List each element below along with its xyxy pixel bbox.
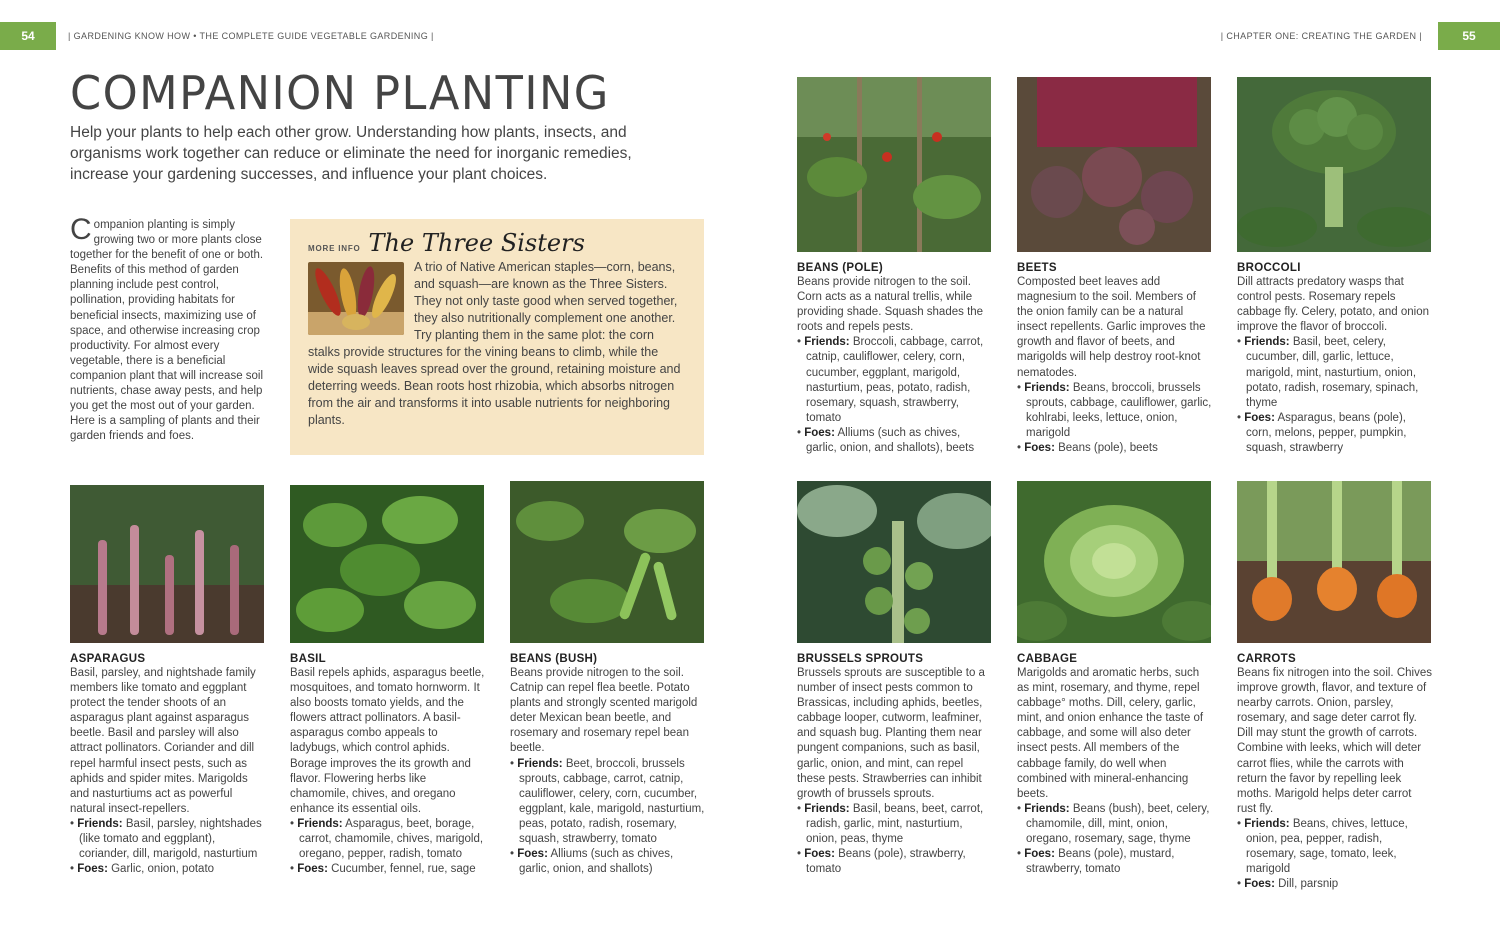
carrots-photo: [1237, 481, 1431, 643]
companion-list: [1237, 335, 1433, 456]
companion-list: [70, 817, 266, 877]
foes-item: • Foes: Beans (pole), mustard, strawberry, tomato: [1017, 848, 1175, 876]
companion-list: [797, 335, 993, 456]
foes-item: • Foes: Alliums (such as chives, garlic, onion, and shallots): [510, 848, 674, 876]
friends-label: Friends:: [804, 336, 850, 349]
friends-item: • Friends: Beans, broccoli, brussels sprouts, cabbage, cauliflower, garlic, kohlrabi, leeks, lettuce, onion, marigold: [1017, 381, 1212, 439]
foes-text: Dill, parsnip: [1278, 878, 1339, 891]
friends-item: • Friends: Broccoli, cabbage, carrot, catnip, cauliflower, celery, corn, cucumber, eggplant, marigold, nasturtium, peas, potato, radish, rosemary, squash, strawberry, tomato: [797, 336, 984, 424]
plant-card-cabbage: [1017, 481, 1213, 877]
foes-label: Foes:: [297, 863, 328, 876]
friends-text: Broccoli, cabbage, carrot, catnip, cauliflower, celery, corn, cucumber, eggplant, marigold, nasturtium, peas, potato, radish, rosemary, squash, strawberry, tomato: [806, 336, 984, 424]
page-title: COMPANION PLANTING: [70, 66, 610, 120]
friends-label: Friends:: [1244, 336, 1290, 349]
friends-text: Beans, broccoli, brussels sprouts, cabbage, cauliflower, garlic, kohlrabi, leeks, lettuce, onion, marigold: [1026, 381, 1212, 439]
sidebar-label: MORE INFO: [308, 244, 361, 253]
beets-photo: [1017, 77, 1211, 252]
foes-label: Foes:: [1244, 411, 1275, 424]
plant-name: BEANS (POLE): [797, 262, 884, 274]
plant-description: Beans fix nitrogen into the soil. Chives improve growth, flavor, and texture of nearby carrots. Onion, parsley, rosemary, and sage deter carrot fly. Dill may stunt the growth of carrots. Combine with leeks, which will deter carrot flies, while the carrots with return the favor by repelling leek moths. Marigold helps deter carrot rust fly.: [1237, 667, 1432, 815]
three-sisters-sidebar: [290, 219, 704, 455]
friends-item: • Friends: Asparagus, beet, borage, carrot, chamomile, chives, marigold, oregano, pepper, radish, tomato: [290, 817, 484, 861]
foes-text: Asparagus, beans (pole), corn, melons, pepper, pumpkin, squash, strawberry: [1246, 411, 1407, 455]
foes-text: Garlic, onion, potato: [111, 863, 215, 876]
plant-card-basil: [290, 485, 486, 877]
friends-item: • Friends: Basil, beet, celery, cucumber, dill, garlic, lettuce, marigold, mint, nasturtium, onion, potato, radish, rosemary, spinach, thyme: [1237, 336, 1419, 409]
foes-item: • Foes: Garlic, onion, potato: [70, 863, 215, 876]
foes-item: • Foes: Dill, parsnip: [1237, 878, 1339, 891]
companion-list: [797, 802, 993, 877]
friends-item: • Friends: Beet, broccoli, brussels sprouts, cabbage, carrot, catnip, cauliflower, celery, corn, cucumber, eggplant, kale, marigold, nasturtium, peas, potato, radish, rosemary, squash, strawberry, tomato: [510, 757, 705, 846]
friends-item: • Friends: Beans, chives, lettuce, onion, pea, pepper, radish, rosemary, sage, tomato, leek, marigold: [1237, 817, 1408, 876]
plant-description: Marigolds and aromatic herbs, such as mint, rosemary, and thyme, repel cabbage° moths. Dill, celery, garlic, mint, and onion enhance the taste of cabbage, and some will also deter insect pests. All members of the cabbage family, do well when combined with mineral-enhancing beets.: [1017, 667, 1204, 800]
running-header: | CHAPTER ONE: CREATING THE GARDEN |: [1220, 31, 1422, 41]
plant-description: Dill attracts predatory wasps that control pests. Rosemary repels cabbage fly. Celery, potato, and onion improve the flavor of broccoli.: [1237, 276, 1430, 334]
intro-paragraph: Help your plants to help each other grow. Understanding how plants, insects, and organisms work together can reduce or eliminate the need for inorganic remedies, increase your gardening successes, and influence your plant choices.: [70, 124, 632, 183]
friends-label: Friends:: [804, 802, 850, 815]
foes-item: • Foes: Beans (pole), strawberry, tomato: [797, 848, 966, 876]
broccoli-photo: [1237, 77, 1431, 252]
friends-label: Friends:: [297, 817, 343, 830]
plant-name: BASIL: [290, 653, 326, 665]
running-header: | GARDENING KNOW HOW • THE COMPLETE GUIDE VEGETABLE GARDENING |: [68, 31, 434, 41]
plant-name: BRUSSELS SPROUTS: [797, 653, 924, 665]
right-page: [750, 0, 1500, 938]
foes-item: • Foes: Alliums (such as chives, garlic, onion, and shallots), beets: [797, 426, 975, 455]
friends-text: Asparagus, beet, borage, carrot, chamomile, chives, marigold, oregano, pepper, radish, tomato: [299, 817, 484, 861]
companion-list: [1237, 817, 1433, 892]
plant-card-asparagus: [70, 485, 266, 877]
plant-card-carrots: [1237, 481, 1433, 892]
plant-name: BROCCOLI: [1237, 262, 1301, 274]
foes-label: Foes:: [1244, 878, 1275, 891]
corn-photo: [308, 262, 404, 335]
companion-list: [290, 817, 486, 877]
foes-label: Foes:: [804, 848, 835, 861]
beans-pole-photo: [797, 77, 991, 252]
plant-card-beets: [1017, 77, 1213, 456]
plant-card-broccoli: [1237, 77, 1433, 456]
foes-item: • Foes: Cucumber, fennel, rue, sage: [290, 863, 476, 876]
plant-name: BEANS (BUSH): [510, 653, 598, 665]
friends-item: • Friends: Basil, beans, beet, carrot, radish, garlic, mint, nasturtium, onion, peas, thyme: [797, 802, 984, 846]
beans-bush-photo: [510, 481, 704, 643]
friends-text: Basil, parsley, nightshades (like tomato and eggplant), coriander, dill, marigold, nasturtium: [79, 817, 262, 861]
foes-text: Beans (pole), beets: [1058, 442, 1158, 455]
companion-list: [510, 757, 706, 878]
plant-name: BEETS: [1017, 262, 1057, 274]
friends-item: • Friends: Basil, parsley, nightshades (like tomato and eggplant), coriander, dill, marigold, nasturtium: [70, 817, 262, 861]
friends-text: Beans, chives, lettuce, onion, pea, pepper, radish, rosemary, sage, tomato, leek, marigold: [1246, 817, 1408, 876]
plant-description: Beans provide nitrogen to the soil. Corn acts as a natural trellis, while providing shade. Squash shades the roots and repels pests.: [797, 276, 984, 334]
brussels-sprouts-photo: [797, 481, 991, 643]
companion-list: [1017, 802, 1213, 877]
friends-item: • Friends: Beans (bush), beet, celery, chamomile, dill, mint, onion, oregano, rosemary, sage, thyme: [1017, 802, 1210, 846]
basil-photo: [290, 485, 484, 643]
plant-card-beans-bush: [510, 481, 706, 877]
body-paragraph: ompanion planting is simply growing two or more plants close together for the benefit of one or both. Benefits of this method of garden planning include pest control, pollination, providing habitats for beneficial insects, maximizing use of space, and otherwise increasing crop productivity. For almost every vegetable, there is a beneficial companion plant that will increase soil nutrients, chase away pests, and help you get the most out of your garden. Here is a sampling of plants and their garden friends and foes.: [70, 219, 264, 443]
friends-text: Beans (bush), beet, celery, chamomile, dill, mint, onion, oregano, rosemary, sage, thyme: [1026, 802, 1210, 846]
plant-description: Basil repels aphids, asparagus beetle, mosquitoes, and tomato hornworm. It also boosts tomato yields, and the flowers attract pollinators. A basil-asparagus combo appeals to ladybugs, which control aphids. Borage improves the its growth and flavor. Flowering herbs like chamomile, chives, and oregano enhance its essential oils.: [290, 667, 485, 815]
plant-name: CARROTS: [1237, 653, 1296, 665]
asparagus-photo: [70, 485, 264, 643]
foes-label: Foes:: [804, 426, 835, 439]
plant-name: CABBAGE: [1017, 653, 1078, 665]
plant-card-beans-pole: [797, 77, 993, 456]
foes-label: Foes:: [1024, 442, 1055, 455]
plant-name: ASPARAGUS: [70, 653, 146, 665]
foes-text: Beans (pole), strawberry, tomato: [806, 848, 966, 876]
drop-cap: C: [70, 213, 92, 246]
companion-list: [1017, 381, 1213, 456]
body-text: [70, 213, 270, 444]
friends-label: Friends:: [1024, 802, 1070, 815]
foes-label: Foes:: [517, 848, 548, 861]
sidebar-title: The Three Sisters: [368, 229, 585, 257]
friends-label: Friends:: [517, 757, 563, 770]
page-number: 55: [1438, 22, 1500, 50]
foes-text: Cucumber, fennel, rue, sage: [331, 863, 476, 876]
plant-description: Beans provide nitrogen to the soil. Catnip can repel flea beetle. Potato plants and strongly scented marigold deter Mexican bean beetle, and rosemary and rosemary repel bean beetle.: [510, 667, 698, 755]
friends-label: Friends:: [77, 817, 123, 830]
page-number: 54: [0, 22, 56, 50]
friends-text: Basil, beet, celery, cucumber, dill, garlic, lettuce, marigold, mint, nasturtium, onion, potato, radish, rosemary, spinach, thyme: [1246, 336, 1419, 409]
foes-item: • Foes: Asparagus, beans (pole), corn, melons, pepper, pumpkin, squash, strawberry: [1237, 411, 1407, 455]
plant-description: Brussels sprouts are susceptible to a number of insect pests common to Brassicas, including aphids, beetles, cabbage looper, cutworm, leafminer, and squash bug. Planting them near pungent companions, such as basil, garlic, onion, and mint, can repel these pests. Strawberries can inhibit growth of brussels sprouts.: [797, 667, 985, 800]
foes-label: Foes:: [77, 863, 108, 876]
plant-description: Composted beet leaves add magnesium to the soil. Members of the onion family can be a natural insect repellents. Garlic improves the growth and flavor of beets, and marigolds will help destroy root-knot nematodes.: [1017, 276, 1206, 379]
friends-text: Basil, beans, beet, carrot, radish, garlic, mint, nasturtium, onion, peas, thyme: [806, 802, 984, 846]
cabbage-photo: [1017, 481, 1211, 643]
friends-label: Friends:: [1024, 381, 1070, 394]
foes-label: Foes:: [1024, 848, 1055, 861]
plant-description: Basil, parsley, and nightshade family members like tomato and eggplant protect the tender shoots of an asparagus plant against asparagus beetle. Basil and parsley will also attract pollinators. Coriander and dill repel harmful insect pests, such as aphids and spider mites. Marigolds and nasturtiums act as powerful natural insect-repellers.: [70, 667, 256, 815]
foes-text: Beans (pole), mustard, strawberry, tomato: [1026, 848, 1175, 876]
sidebar-text: A trio of Native American staples—corn, beans, and squash—are known as the Three Sisters. They not only taste good when served together, they also nutritionally complement one another. Try planting them in the same plot: the corn stalks provide structures for the vining beans to climb, while the wide squash leaves spread over the ground, retaining moisture and deterring weeds. Bean roots host rhizobia, which absorbs nitrogen from the air and transforms it into usable nutrients for neighboring plants.: [308, 260, 681, 427]
plant-card-brussels-sprouts: [797, 481, 993, 877]
friends-label: Friends:: [1244, 817, 1290, 830]
foes-text: Alliums (such as chives, garlic, onion, and shallots), beets: [806, 426, 975, 455]
friends-text: Beet, broccoli, brussels sprouts, cabbage, carrot, catnip, cauliflower, celery, corn, cucumber, eggplant, kale, marigold, nasturtium, peas, potato, radish, rosemary, squash, strawberry, tomato: [519, 757, 705, 846]
foes-item: • Foes: Beans (pole), beets: [1017, 442, 1158, 455]
foes-text: Alliums (such as chives, garlic, onion, and shallots): [519, 848, 674, 876]
